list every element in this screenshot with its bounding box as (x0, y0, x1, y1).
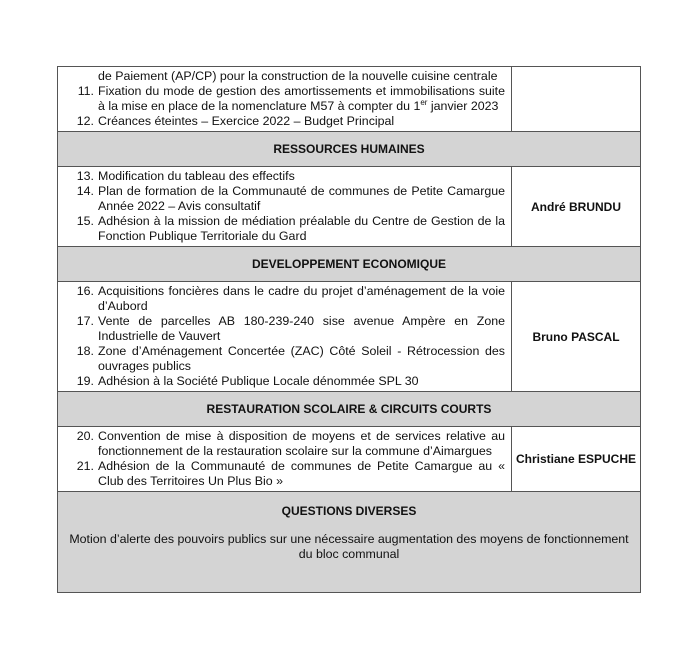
person-cell: Christiane ESPUCHE (512, 427, 641, 492)
item-number: 11. (77, 84, 94, 98)
section-title: RESTAURATION SCOLAIRE & CIRCUITS COURTS (58, 392, 641, 427)
item-text: Fixation du mode de gestion des amortissements et immobilisations suite à la mise en place de la nomenclature M57 à compter du 1er janvier 2023 (98, 84, 505, 113)
list-item (64, 344, 505, 374)
item-number: 21. (76, 459, 94, 473)
list-item (64, 429, 505, 459)
resto-items-row (58, 427, 641, 492)
item-text: Convention de mise à disposition de moyens et de services relative au fonctionnement de la restauration scolaire sur la commune d’Aimargues (98, 429, 505, 458)
item-text: Adhésion à la Société Publique Locale dénommée SPL 30 (98, 374, 419, 388)
item-number: 19. (76, 374, 94, 388)
person-cell (512, 67, 641, 132)
item-text: Zone d’Aménagement Concertée (ZAC) Côté Soleil - Rétrocession des ouvrages publics (98, 344, 505, 373)
item-text: Adhésion de la Communauté de communes de Petite Camargue au « Club des Territoires Un Plus Bio » (98, 459, 505, 488)
item-number: 15. (76, 214, 94, 228)
item-number: 16. (76, 284, 94, 298)
list-item (64, 114, 505, 129)
list-item (64, 284, 505, 314)
section-header-rh (58, 132, 641, 167)
item-text: Adhésion à la mission de médiation préalable du Centre de Gestion de la Fonction Publique Territoriale du Gard (98, 214, 505, 243)
list-item (64, 314, 505, 344)
questions-cell (58, 492, 641, 593)
item-text: Créances éteintes – Exercice 2022 – Budget Principal (98, 114, 395, 128)
item-text: de Paiement (AP/CP) pour la construction de la nouvelle cuisine centrale (98, 69, 498, 83)
items-cell (58, 427, 512, 492)
item-text: Vente de parcelles AB 180-239-240 sise avenue Ampère en Zone Industrielle de Vauvert (98, 314, 505, 343)
section-header-resto (58, 392, 641, 427)
list-item (64, 84, 505, 114)
list-item (64, 69, 505, 84)
item-number: 17. (76, 314, 94, 328)
item-text: Plan de formation de la Communauté de communes de Petite Camargue Année 2022 – Avis consultatif (98, 184, 505, 213)
item-number: 20. (76, 429, 94, 443)
section-title: DEVELOPPEMENT ECONOMIQUE (58, 247, 641, 282)
items-cell (58, 282, 512, 392)
finances-items-row (58, 67, 641, 132)
item-text: Modification du tableau des effectifs (98, 169, 295, 183)
item-number: 12. (76, 114, 94, 128)
rh-items-row (58, 167, 641, 247)
list-item (64, 374, 505, 389)
agenda-table (57, 66, 641, 593)
list-item (64, 214, 505, 244)
questions-row (58, 492, 641, 593)
person-cell: Bruno PASCAL (512, 282, 641, 392)
item-number: 14. (76, 184, 94, 198)
list-item (64, 184, 505, 214)
items-cell (58, 67, 512, 132)
person-cell: André BRUNDU (512, 167, 641, 247)
section-title: RESSOURCES HUMAINES (58, 132, 641, 167)
section-header-eco (58, 247, 641, 282)
questions-text: Motion d’alerte des pouvoirs publics sur une nécessaire augmentation des moyens de fonctionnement du bloc communal (69, 532, 629, 561)
questions-title: QUESTIONS DIVERSES (281, 504, 417, 518)
list-item (64, 459, 505, 489)
list-item (64, 169, 505, 184)
item-number (64, 69, 98, 84)
eco-items-row (58, 282, 641, 392)
items-cell (58, 167, 512, 247)
item-number: 18. (76, 344, 94, 358)
item-number: 13. (76, 169, 94, 183)
item-text: Acquisitions foncières dans le cadre du projet d’aménagement de la voie d’Aubord (98, 284, 505, 313)
